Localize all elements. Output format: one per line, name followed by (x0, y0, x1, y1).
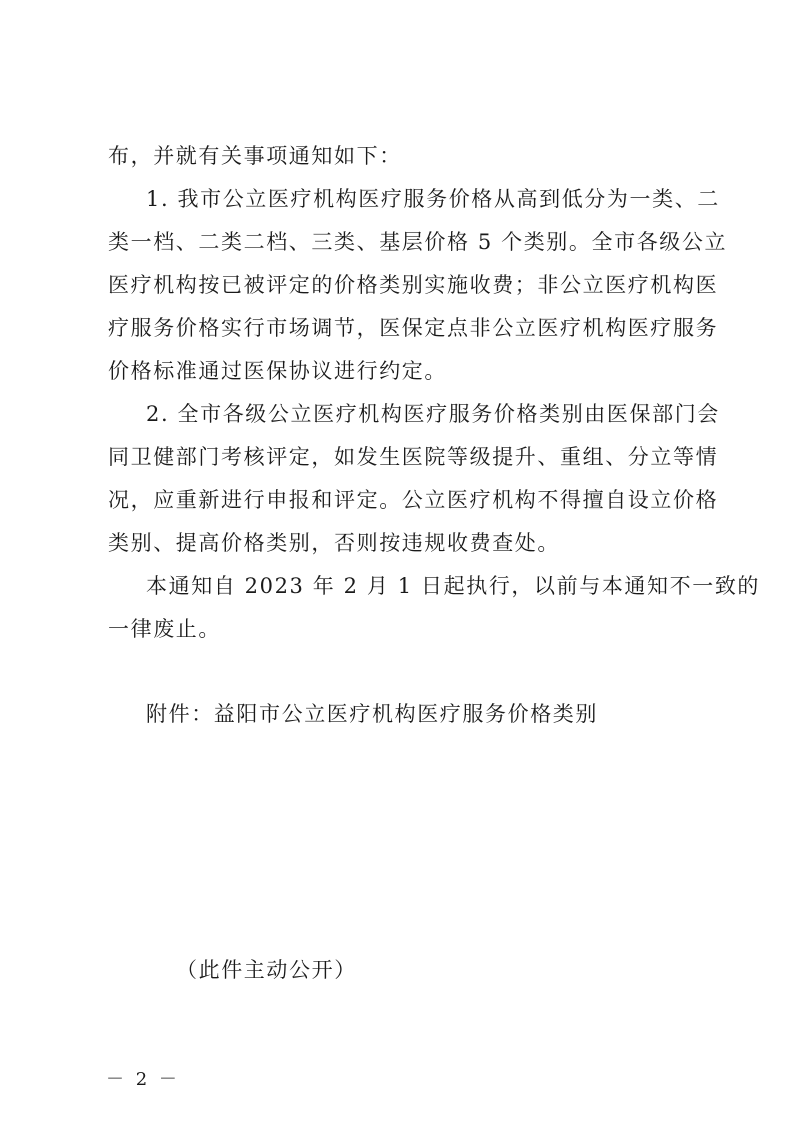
body-line-4: 医疗机构按已被评定的价格类别实施收费；非公立医疗机构医 (108, 273, 719, 297)
disclosure-note: （此件主动公开） (176, 958, 357, 982)
body-line-5: 疗服务价格实行市场调节，医保定点非公立医疗机构医疗服务 (108, 316, 719, 340)
body-line-10: 类别、提高价格类别，否则按违规收费查处。 (108, 531, 560, 555)
body-line-2: 1. 我市公立医疗机构医疗服务价格从高到低分为一类、二 (146, 187, 720, 211)
body-line-8: 同卫健部门考核评定，如发生医院等级提升、重组、分立等情 (108, 445, 719, 469)
body-line-11: 本通知自 2023 年 2 月 1 日起执行，以前与本通知不一致的 (146, 574, 761, 598)
body-line-7: 2. 全市各级公立医疗机构医疗服务价格类别由医保部门会 (146, 402, 720, 426)
attachment-line: 附件：益阳市公立医疗机构医疗服务价格类别 (146, 702, 598, 726)
body-line-1: 布，并就有关事项通知如下： (108, 144, 402, 168)
body-line-3: 类一档、二类二档、三类、基层价格 5 个类别。全市各级公立 (108, 230, 728, 254)
page-number: － 2 － (106, 1069, 180, 1090)
body-line-6: 价格标准通过医保协议进行约定。 (108, 359, 447, 383)
body-line-9: 况，应重新进行申报和评定。公立医疗机构不得擅自设立价格 (108, 488, 719, 512)
body-line-12: 一律废止。 (108, 617, 221, 641)
